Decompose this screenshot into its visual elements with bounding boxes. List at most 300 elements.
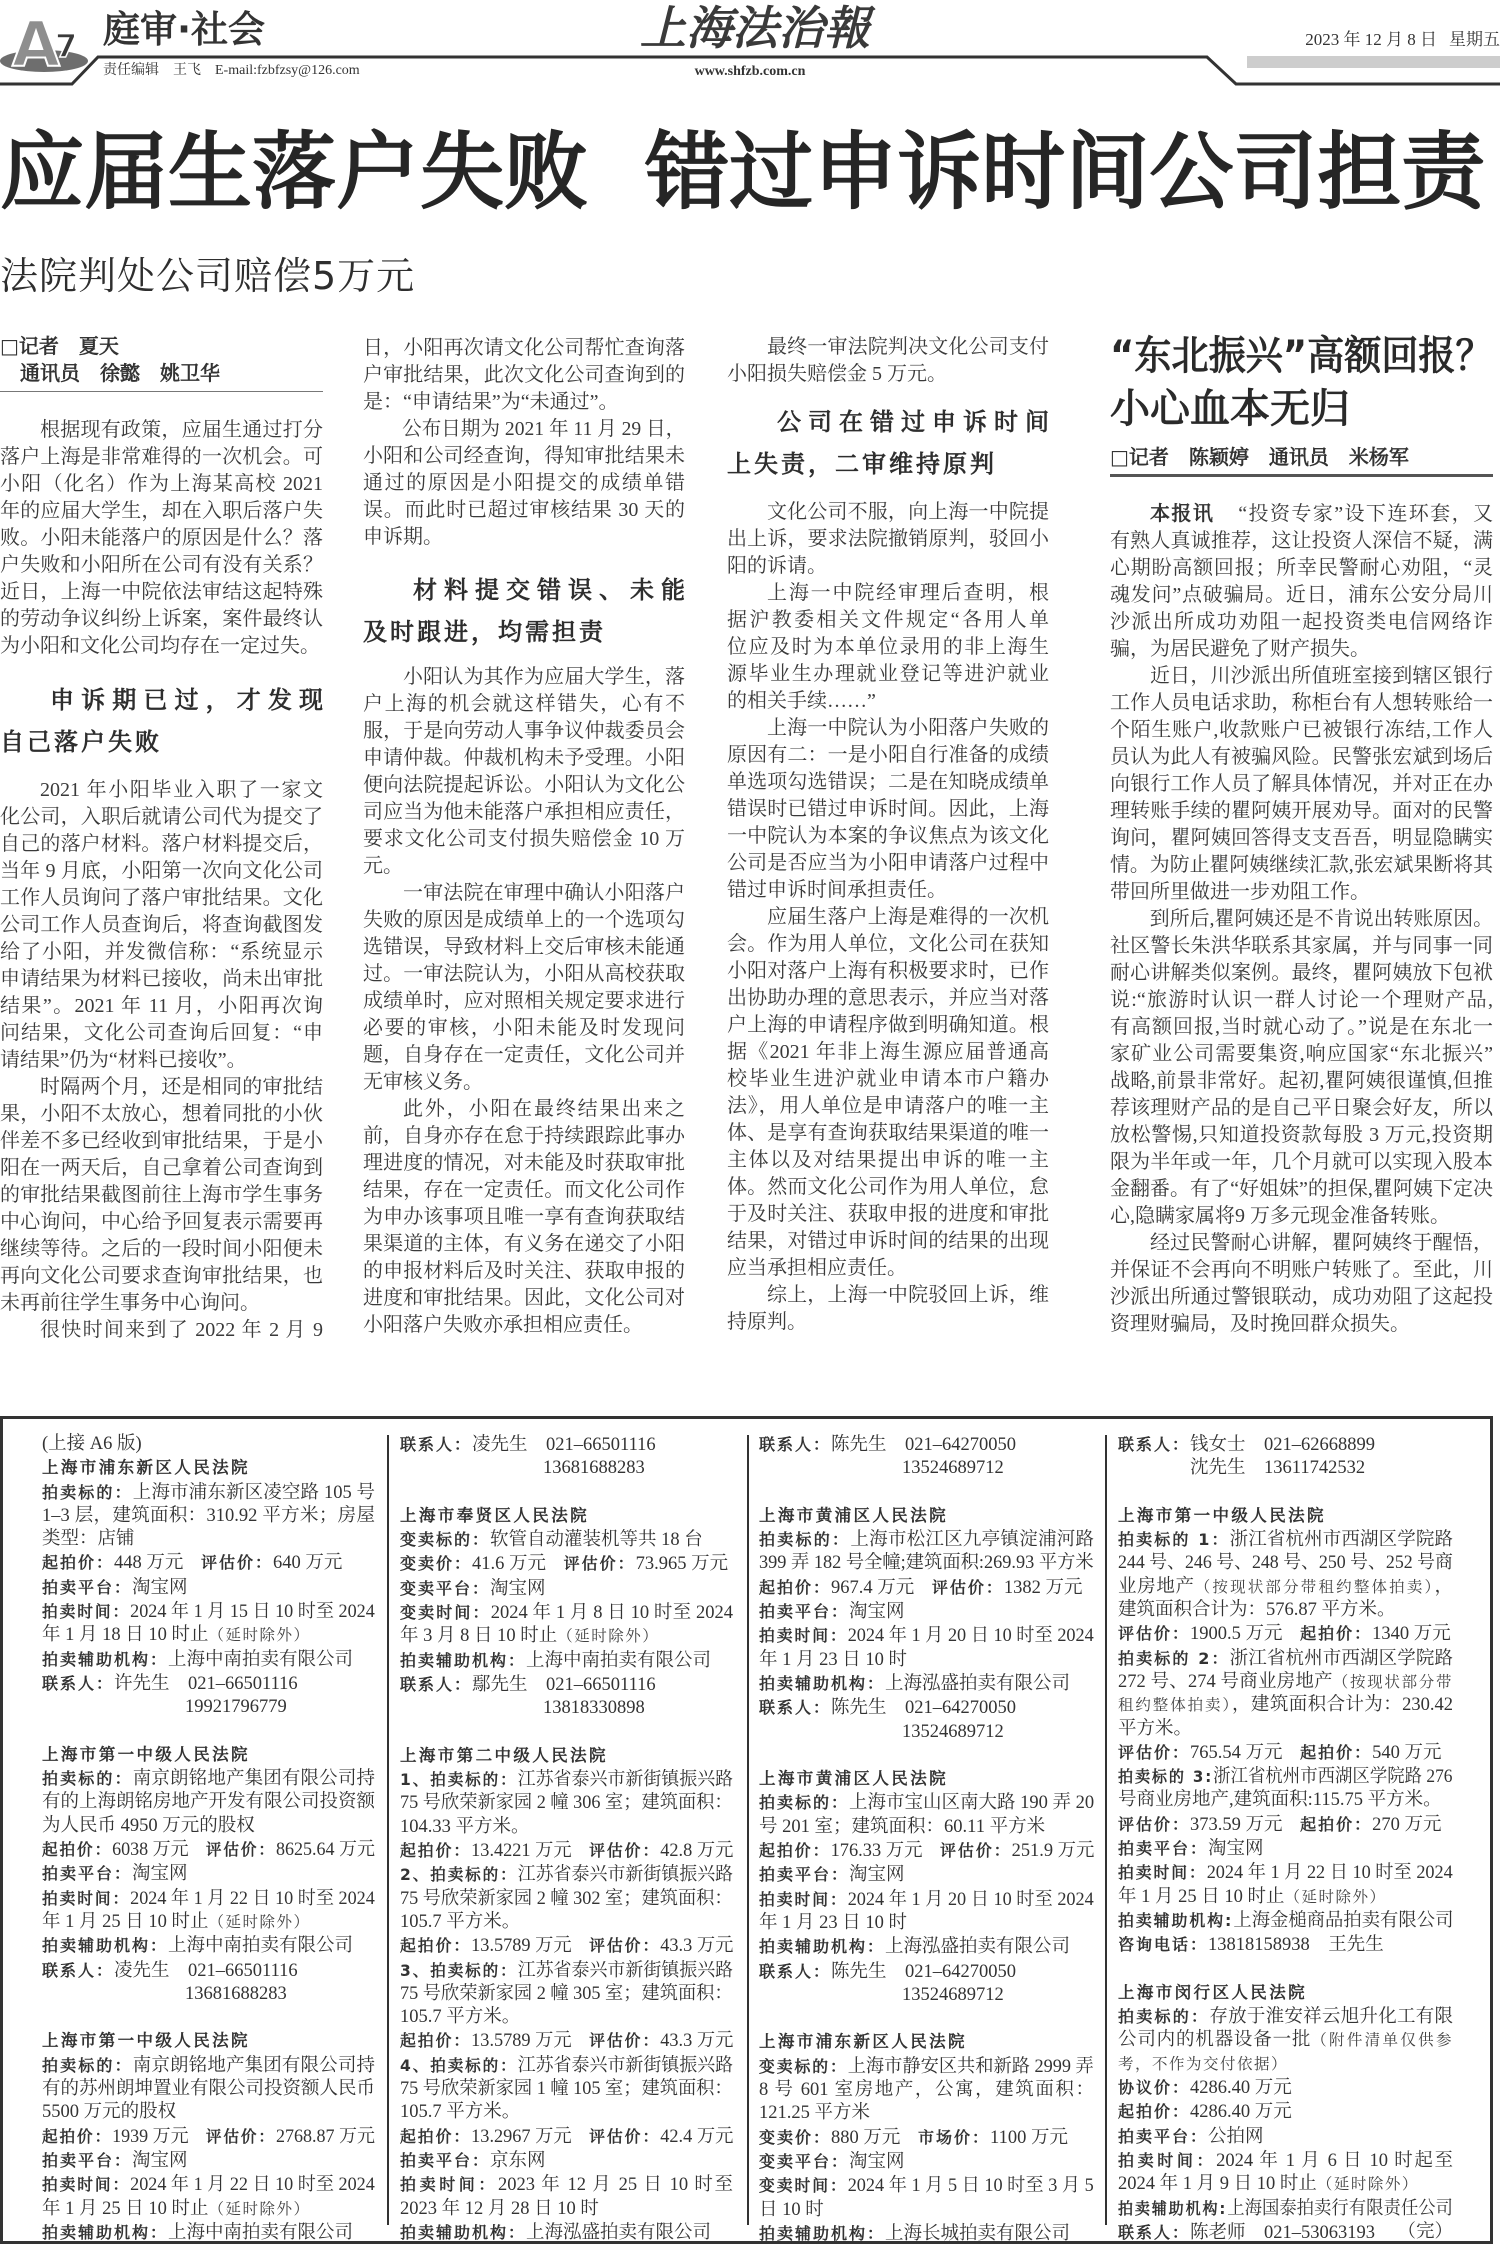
notice-line [400, 2054, 734, 2078]
paragraph [1110, 500, 1493, 663]
text-line: 小阳和公司经查询，得知审批结果未 [363, 445, 685, 467]
text-line: 文化公司不服，向上海一中院提 [767, 501, 1049, 523]
text-line: 结果”。2021 年 11 月，小阳再次询 [0, 995, 323, 1017]
weekday-text: 星期五 [1449, 30, 1500, 49]
field-label: 变卖时间： [759, 2176, 848, 2196]
notice-line [42, 1791, 375, 1814]
notice-line [400, 1959, 734, 1983]
auction-notice [759, 1504, 1094, 1744]
text-line: 近日，上海一中院依法审结这起特殊 [0, 581, 323, 603]
paragraph [363, 1096, 685, 1339]
text-line: 理进度的情况，对未能及时获取审批 [363, 1152, 685, 1174]
paragraph [727, 499, 1049, 580]
paragraph [1110, 1230, 1493, 1338]
field-label: 拍卖辅助机构： [759, 1673, 886, 1693]
notice-line [1118, 1622, 1453, 1646]
notice-line [759, 2199, 1094, 2222]
field-value: 105.7 平方米。 [400, 2102, 521, 2123]
text-line: 上海一中院经审理后查明，根 [767, 582, 1049, 604]
notice-line [1118, 2100, 1453, 2124]
website-url: www.shfzb.com.cn [694, 64, 806, 79]
field-value: ， [1434, 1576, 1453, 1597]
notice-line [759, 1863, 1094, 1887]
notice-line [400, 1816, 733, 1839]
text-line: 户上海的机会就这样错失，心有不 [363, 693, 685, 715]
field-label: 2、拍卖标的： [400, 1865, 518, 1885]
text-line: 进度和审批结果。因此，文化公司对 [363, 1287, 685, 1309]
field-value: 75 号欣荣新家园 1 幢 105 室；建筑面积： [400, 2079, 733, 2100]
text-line: 服，于是向劳动人事争议仲裁委员会 [363, 720, 685, 742]
notice-line [42, 2221, 375, 2245]
field-label: 拍卖时间： [759, 1626, 848, 1646]
field-label: 3、拍卖标的： [400, 1960, 518, 1980]
field-note: （延时除外） [208, 2200, 311, 2218]
notice-line [42, 1433, 375, 1456]
text-line: 校毕业生进沪就业申请本市户籍办 [727, 1068, 1049, 1090]
notice-line [42, 1767, 375, 1791]
text-line: 有熟人真诚推荐，这让投资人深信不疑，满 [1110, 530, 1493, 552]
article-column-2 [363, 335, 685, 1339]
notice-line [42, 1481, 375, 1505]
field-value: 640 万元 [273, 1553, 343, 1574]
text-line: 有高额回报,当时就心动了。”说是在东北一 [1110, 1016, 1493, 1038]
text-line: 社区警长朱洪华联系其家属，并与同事一同 [1110, 935, 1493, 957]
text-line: 年的应届大学生，却在入职后落户失 [0, 500, 323, 522]
field-label: 起拍价： [1118, 2102, 1191, 2122]
field-value: 陈先生 [831, 1698, 887, 1719]
text-line: 应届生落户上海是难得的一次机 [767, 906, 1049, 928]
field-value: 2024 年 1 月 20 日 10 时至 2024 [847, 1626, 1094, 1647]
text-line: 骗，为居民避免了财产损失。 [1110, 638, 1370, 660]
field-label: 拍卖标的： [42, 1482, 133, 1502]
page-number: 7 [55, 27, 78, 65]
field-note: 租约整体拍卖） [1118, 1697, 1233, 1715]
notice-line [42, 1456, 375, 1480]
text-line: 果渠道的主体，有义务在递交了小阳 [363, 1233, 685, 1255]
field-value: 南京朗铭地产集团有限公司持 [132, 1769, 375, 1790]
notice-line [1118, 1576, 1453, 1599]
text-line: 便向法院提起诉讼。小阳认为文化公 [363, 774, 685, 796]
field-value: 平方米。 [1118, 1718, 1193, 1739]
text-line: 为小阳和文化公司均存在一定过失。 [0, 635, 320, 657]
field-label: 评估价： [1118, 1814, 1191, 1834]
field-label: 拍卖标的 2： [1118, 1648, 1230, 1668]
field-label: 起拍价： [759, 1841, 831, 1861]
field-note: （按现状部分带租约整体拍卖） [1194, 1578, 1435, 1596]
field-value: 存放于淮安祥云旭升化工有限 [1209, 2007, 1453, 2028]
article-column-3 [727, 334, 1049, 1336]
notice-line [42, 2125, 376, 2149]
court-name: 上海市黄浦区人民法院 [759, 1769, 948, 1789]
auction-notice [1118, 1504, 1453, 1958]
paragraph [727, 715, 1049, 904]
field-value: 江苏省泰兴市新街镇振兴路 [517, 1960, 734, 1981]
text-line: 家矿业公司需要集资,响应国家“东北振兴” [1110, 1043, 1493, 1065]
text-line: 最终一审法院判决文化公司支付 [767, 336, 1049, 358]
field-label: 变卖价： [759, 2127, 832, 2147]
phone-number: 13681688283 [543, 1458, 645, 1479]
field-note: （延时除外） [208, 1913, 311, 1931]
field-label: 拍卖辅助机构： [759, 1937, 886, 1957]
phone-number: 19921796779 [185, 1697, 287, 1718]
text-line: 公布日期为 2021 年 11 月 29 日， [402, 418, 686, 440]
field-value: 42.8 万元 [660, 1841, 734, 1862]
notice-line [400, 1863, 734, 1887]
field-label: 起拍价： [42, 1840, 113, 1860]
field-value: 上海市宝山区南大路 190 弄 20 [849, 1793, 1095, 1814]
headline-line: 小心血本无归 [1110, 386, 1350, 432]
notice-line [1118, 1741, 1453, 1765]
paragraph [363, 416, 685, 551]
subheading [0, 679, 323, 763]
text-line: 沙派出所成功劝阻一起投资类电信网络诈 [1110, 611, 1493, 633]
field-value: 类型：店铺 [42, 1529, 135, 1550]
text-line: 此外，小阳在最终结果出来之 [403, 1098, 685, 1120]
field-label: 拍卖辅助机构: [1118, 1910, 1234, 1930]
phone-number: 13681688283 [185, 1983, 287, 2004]
text-line: 必要的审核，小阳未能及时发现问 [363, 1017, 685, 1039]
notice-line [1118, 1789, 1453, 1812]
notice-line [42, 1600, 375, 1624]
notice-line [759, 1504, 1094, 1528]
auction-notice [759, 1433, 1094, 1481]
phone-number: 13524689712 [902, 1721, 1004, 1742]
text-line: 公司在错过申诉时间 [777, 408, 1049, 436]
field-value: 399 弄 182 号全幢;建筑面积:269.93 平方米 [759, 1553, 1094, 1574]
field-value: 王先生 [1328, 1935, 1384, 1956]
paragraph [0, 1317, 323, 1344]
notice-line [759, 1552, 1094, 1575]
text-line: 一中院认为本案的争议焦点为该文化 [727, 825, 1049, 847]
text-line: 小阳落户失败亦承担相应责任。 [363, 1314, 643, 1336]
paragraph [727, 904, 1049, 1282]
text-line: 的申报材料后及时关注、获取申报的 [363, 1260, 685, 1282]
text-line: 落户上海是非常难得的一次机会。可 [0, 446, 323, 468]
notice-line [42, 1911, 375, 1934]
text-line: 员认为此人有被骗风险。民警张宏斌到场后 [1110, 746, 1493, 768]
field-label: 起拍价： [1300, 1624, 1373, 1644]
court-name: 上海市第二中级人民法院 [400, 1745, 608, 1765]
auction-notice [400, 1744, 733, 2245]
notice-line [759, 1888, 1094, 1912]
notice-line [759, 1528, 1094, 1552]
field-value: 2023 年 12 月 28 日 10 时 [400, 2198, 599, 2219]
field-value: 江苏省泰兴市新街镇振兴路 [517, 2055, 734, 2076]
article-column-1 [0, 333, 323, 1344]
notice-line [1118, 1765, 1453, 1789]
notice-line [400, 1433, 733, 1457]
auction-notice [759, 1767, 1094, 2007]
field-value: 淘宝网 [132, 2150, 188, 2171]
notice-line [1118, 2053, 1453, 2076]
paragraph [0, 417, 323, 660]
field-value: 1–3 层，建筑面积：310.92 平方米；房屋 [42, 1505, 375, 1526]
text-line: 败。小阳未能落户的原因是什么？落 [0, 527, 323, 549]
notice-line [42, 2078, 375, 2101]
text-line: 应当承担相应责任。 [727, 1257, 907, 1279]
field-value: 2768.87 万元 [275, 2126, 376, 2147]
field-label: 评估价： [589, 1841, 661, 1861]
field-label: 起拍价： [400, 2126, 472, 2146]
field-label: 联系人： [1118, 2222, 1191, 2242]
notice-line [42, 2029, 375, 2053]
text-line: 体、是享有查询获取结果渠道的唯一 [727, 1122, 1049, 1144]
contact-name: 沈先生 [1190, 1458, 1246, 1479]
notice-line [42, 1551, 375, 1575]
notices-column-2 [400, 1433, 733, 2245]
text-line: 沙派出所通过警银联动，成功劝阻了这起投 [1110, 1286, 1493, 1308]
notice-line [42, 1815, 375, 1838]
text-line: 日，小阳再次请文化公司帮忙查询落 [363, 337, 685, 359]
field-value: 105.7 平方米。 [400, 2007, 521, 2028]
field-note: （延时除外） [208, 1627, 311, 1645]
field-label: 拍卖时间： [1118, 2150, 1217, 2170]
text-line: 个陌生账户,收款账户已被银行冻结,工作人 [1110, 719, 1493, 741]
page-letter: A [12, 8, 60, 80]
notice-line [1118, 1504, 1453, 1528]
text-line: 司应当为他未能落户承担相应责任， [363, 801, 685, 823]
notices-column-3 [759, 1433, 1094, 2246]
field-value: 104.33 平方米。 [400, 1816, 530, 1837]
field-value: 2024 年 1 月 6 日 10 时起至 [1216, 2150, 1453, 2171]
column-divider [1105, 1435, 1107, 2225]
editor-name: 王飞 [173, 63, 201, 78]
field-value: 13611742532 [1264, 1458, 1366, 1479]
field-value: 号 201 室；建筑面积：60.11 平方米 [759, 1816, 1046, 1837]
field-value: 年 1 月 23 日 10 时 [759, 1912, 908, 1933]
field-value: 967.4 万元 [831, 1577, 915, 1598]
notice-line [759, 2150, 1094, 2174]
field-value: 13.5789 万元 [471, 1936, 572, 1957]
field-value: 1900.5 万元 [1190, 1624, 1283, 1645]
text-line: 持原判。 [727, 1311, 807, 1333]
notice-line [759, 1816, 1094, 1839]
notice-line [759, 1649, 1094, 1672]
field-label: 拍卖时间： [42, 2175, 131, 2195]
notice-line [759, 2126, 1094, 2150]
field-label: 拍卖辅助机构： [759, 2223, 886, 2243]
field-value: 陈先生 [831, 1435, 887, 1455]
field-value: 73.965 万元 [635, 1554, 729, 1575]
text-line: 魂发问”点破骗局。近日，浦东公安分局川 [1110, 584, 1493, 606]
field-value: 13818158938 [1208, 1935, 1310, 1956]
text-line: 误。而此时已超过审核结果 30 天的 [363, 499, 685, 521]
text-line: 结果，对错过申诉时间的结果的出现 [727, 1230, 1049, 1252]
field-label: 拍卖标的： [42, 2055, 133, 2075]
field-label: 拍卖平台： [1118, 2126, 1209, 2146]
notice-line [759, 2055, 1094, 2079]
field-value: 765.54 万元 [1190, 1742, 1283, 1763]
field-label: 拍卖标的： [759, 1530, 851, 1550]
field-value: 凌先生 [472, 1435, 528, 1455]
editor-info [103, 62, 360, 80]
field-label: 市场价： [918, 2127, 991, 2147]
text-line: 于及时关注、获取申报的进度和审批 [727, 1203, 1049, 1225]
paragraph [727, 334, 1049, 388]
notice-line [1118, 1813, 1453, 1837]
auction-notice [42, 2029, 375, 2245]
field-label: 变卖标的： [759, 2056, 848, 2076]
field-label: 拍卖辅助机构： [400, 2222, 527, 2242]
field-label: 拍卖标的： [42, 1769, 133, 1789]
paragraph [0, 777, 323, 1074]
field-label: 联系人： [42, 1673, 115, 1693]
field-value: 8 号 601 室房地产，公寓，建筑面积： [759, 2080, 1094, 2101]
field-value: 1340 万元 [1372, 1624, 1451, 1645]
field-label: 变卖价： [400, 1554, 473, 1574]
notice-line [759, 1600, 1094, 1624]
text-line: 通讯员 徐懿 姚卫华 [20, 361, 220, 385]
notice-line [1118, 1599, 1453, 1622]
text-line: 询问，瞿阿姨回答得支支吾吾，明显隐瞒实 [1110, 827, 1493, 849]
field-label: 起拍价： [400, 1936, 472, 1956]
field-value: 陈先生 [831, 1961, 887, 1982]
paragraph [363, 880, 685, 1096]
field-value: 上海市浦东新区凌空路 105 号 [132, 1482, 375, 1503]
text-line: 的审批结果截图前往上海市学生事务 [0, 1184, 323, 1206]
text-line: 选错误，导致材料上交后审核未能通 [363, 936, 685, 958]
notice-line [1118, 2197, 1453, 2221]
notice-line [400, 1744, 733, 1768]
text-line: 体。然而文化公司作为用人单位，怠 [727, 1176, 1049, 1198]
notice-line [759, 1839, 1095, 1863]
field-note: （延时除外） [1316, 2176, 1419, 2194]
text-line: 上海一中院认为小阳落户失败的 [767, 717, 1049, 739]
issue-date [1230, 29, 1500, 51]
notice-line [759, 1935, 1094, 1959]
sidebar-story [1110, 330, 1493, 1338]
notice-line [1118, 1647, 1453, 1671]
field-value: 021–53063193 [1264, 2222, 1376, 2243]
notice-line [42, 1959, 375, 1983]
field-value: 021–62668899 [1264, 1435, 1376, 1455]
text-line: 户上海的申请程序做到明确知道。根 [727, 1014, 1049, 1036]
notice-line [759, 1672, 1094, 1696]
text-line: 上失责，二审维持原判 [727, 450, 997, 478]
field-value: 41.6 万元 [472, 1554, 547, 1575]
text-line: 申诉期。 [363, 526, 443, 548]
field-value: 8625.64 万元 [275, 1840, 376, 1861]
notice-line [759, 2102, 1094, 2125]
field-value: 5500 万元的股权 [42, 2102, 177, 2123]
field-label: 拍卖平台： [759, 1865, 850, 1885]
notice-line [759, 1984, 1094, 2007]
text-line: 当年 9 月底，小阳第一次向文化公司 [0, 860, 323, 882]
field-label: 拍卖标的： [759, 1793, 850, 1813]
notice-line [759, 1791, 1094, 1815]
field-value: 270 万元 [1372, 1814, 1442, 1835]
field-value: 建筑面积合计为：576.87 平方米。 [1118, 1600, 1396, 1621]
notice-line [42, 2101, 375, 2124]
text-line: 说:“旅游时认识一群人讨论一个理财产品, [1110, 989, 1493, 1011]
field-value: 021–66501116 [188, 1673, 298, 1694]
field-label: 拍卖平台： [400, 2150, 491, 2170]
field-value: 373.59 万元 [1190, 1814, 1283, 1835]
text-line: 小阳对落户上海有积极要求时，已作 [727, 960, 1049, 982]
editor-email: E-mail:fzbfzsy@126.com [215, 63, 360, 78]
text-line: 前，自身亦存在怠于持续跟踪此事办 [363, 1125, 685, 1147]
text-line: 问结果，文化公司查询后回复：“申 [0, 1022, 323, 1044]
field-value: 2023 年 12 月 25 日 10 时至 [498, 2175, 733, 2196]
field-label: 拍卖平台： [42, 2150, 133, 2170]
notice-line [1118, 2149, 1453, 2173]
field-label: 拍卖时间： [42, 1888, 131, 1908]
text-line: 失败的原因是成绩单上的一个选项勾 [363, 909, 685, 931]
field-value: (上接 A6 版) [42, 1434, 142, 1454]
notice-line [759, 2222, 1094, 2246]
notice-line [42, 2198, 375, 2221]
text-line: 材料提交错误、未能 [413, 576, 685, 604]
dateline: 本报讯 [1150, 501, 1215, 525]
notice-line [400, 1457, 733, 1480]
text-line: 据沪教委相关文件规定“各用人单 [727, 609, 1049, 631]
notice-line [42, 1624, 375, 1647]
field-value: 021–64270050 [905, 1435, 1017, 1455]
text-line: 成绩单时，应对照相关规定要求进行 [363, 990, 685, 1012]
text-line: 的劳动争议纠纷上诉案，案件最终认 [0, 608, 323, 630]
notice-line [42, 1934, 375, 1958]
text-line: 是：“申请结果”为“未通过”。 [363, 391, 619, 413]
notice-line [400, 2078, 733, 2101]
editor-label: 责任编辑 [103, 63, 159, 78]
text-line: 伴差不多已经收到审批结果，于是小 [0, 1130, 323, 1152]
field-value: 021–66501116 [546, 1435, 656, 1455]
court-name: 上海市浦东新区人民法院 [42, 1458, 250, 1478]
text-line: 再向文化公司要求查询审批结果，也 [0, 1265, 323, 1287]
notice-line [42, 1838, 376, 1862]
field-value: 浙江省杭州市西湖区学院路 276 [1213, 1767, 1453, 1788]
field-label: 变卖平台： [759, 2151, 850, 2171]
field-value: 2024 年 1 月 5 日 10 时至 3 月 5 [847, 2176, 1094, 2197]
field-label: 协议价： [1118, 2078, 1191, 2098]
text-line: 并保证不会再向不明账户转账了。至此，川 [1110, 1259, 1493, 1281]
field-label: 起拍价： [1300, 1742, 1373, 1762]
field-value: 251.9 万元 [1011, 1841, 1095, 1862]
notice-line [759, 1576, 1094, 1600]
field-label: 联系人： [400, 1435, 473, 1454]
text-line: 阳在一两天后，自己拿着公司查询到 [0, 1157, 323, 1179]
notice-line [1118, 1886, 1453, 1909]
field-label: 评估价： [205, 2126, 276, 2146]
notice-line [400, 1888, 733, 1911]
notice-line [400, 1601, 733, 1625]
notice-line [42, 2054, 375, 2078]
field-label: 1、拍卖标的： [400, 1770, 518, 1790]
notice-line [1118, 1933, 1453, 1957]
text-line: 自己的落户材料。落户材料提交后， [0, 833, 323, 855]
text-line: 果，小阳不太放心，想着同批的小伙 [0, 1103, 323, 1125]
field-value: 浙江省杭州市西湖区学院路 [1229, 1530, 1453, 1551]
text-line: 户审批结果，此次文化公司查询到的 [363, 364, 685, 386]
field-value: 13.4221 万元 [471, 1841, 572, 1862]
field-value: 年 1 月 25 日 10 时止 [42, 2198, 209, 2219]
paragraph [363, 664, 685, 880]
notice-line [400, 1983, 733, 2006]
text-line: 化公司，入职后就请公司代为提交了 [0, 806, 323, 828]
field-value: 1382 万元 [1003, 1577, 1083, 1598]
field-value: 上海中南拍卖有限公司 [168, 1649, 354, 1670]
text-line: 中心询问，中心给予回复表示需要再 [0, 1211, 323, 1233]
story-headline [1110, 330, 1493, 436]
text-line: 元。 [363, 855, 403, 877]
text-line: 及时跟进，均需担责 [363, 618, 606, 646]
field-value: 244 号、246 号、248 号、250 号、252 号商 [1118, 1553, 1453, 1574]
field-value: 272 号、274 号商业房地产 [1118, 1671, 1333, 1692]
field-label: 拍卖标的 1： [1118, 1530, 1230, 1550]
main-headline: 应届生落户失败 错过申诉时间公司担责 [0, 123, 1486, 221]
field-value: 13.5789 万元 [471, 2031, 572, 2052]
field-label: 评估价： [940, 1841, 1012, 1861]
